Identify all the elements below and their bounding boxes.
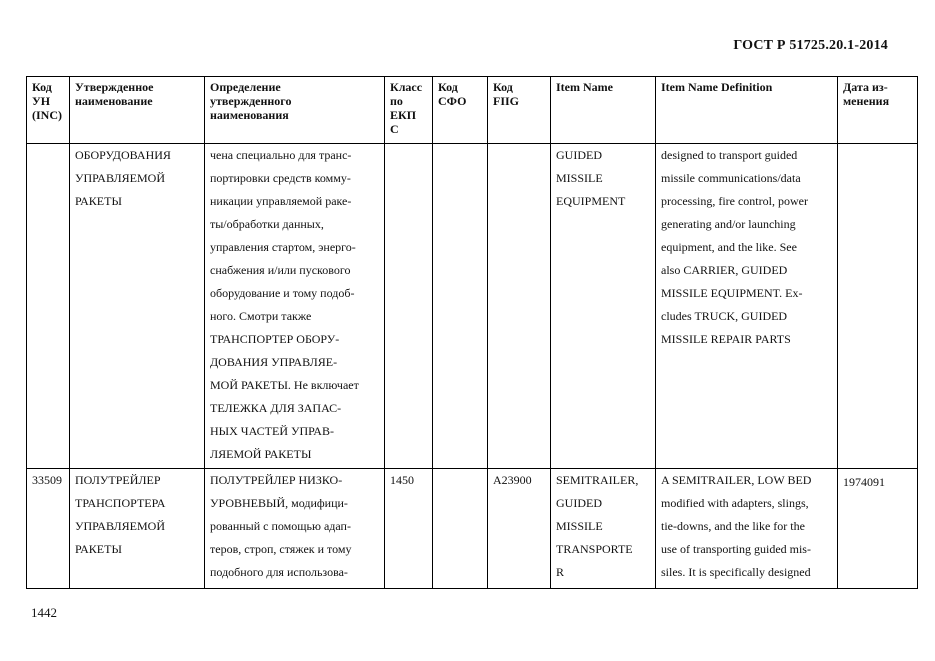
cell-text-line: equipment, and the like. See [661, 240, 797, 254]
cell-text-line: EQUIPMENT [556, 194, 626, 208]
cell-text-line: МОЙ РАКЕТЫ. Не включает [210, 378, 359, 392]
table-row [27, 144, 918, 469]
cell-text-line: ного. Смотри также [210, 309, 312, 323]
cell-text-line: processing, fire control, power [661, 194, 808, 208]
cell-text-line: оборудование и тому подоб- [210, 286, 355, 300]
definition-cell [205, 469, 385, 589]
cell-text-line: MISSILE EQUIPMENT. Ex- [661, 286, 803, 300]
cell-text-line: MISSILE REPAIR PARTS [661, 332, 791, 346]
cell-text-line: теров, строп, стяжек и тому [210, 542, 352, 556]
change-date-cell [838, 144, 918, 469]
cell-text-line: РАКЕТЫ [75, 194, 122, 208]
cell-text-line: управления стартом, энерго- [210, 240, 356, 254]
inc-cell: 33509 [27, 469, 70, 589]
col-header-change-date: Дата из- менения [838, 77, 918, 144]
document-title: ГОСТ Р 51725.20.1-2014 [733, 38, 888, 53]
cell-text-line: ты/обработки данных, [210, 217, 324, 231]
cell-text-line: УПРАВЛЯЕМОЙ [75, 519, 165, 533]
cell-text-line: ЛЯЕМОЙ РАКЕТЫ [210, 447, 312, 461]
cell-text-line: cludes TRUCK, GUIDED [661, 309, 788, 323]
approved-name-cell [70, 469, 205, 589]
class-cell [385, 144, 433, 469]
cell-text-line: A SEMITRAILER, LOW BED [661, 473, 812, 487]
cell-text-line: tie-downs, and the like for the [661, 519, 805, 533]
cell-text-line: MISSILE [556, 171, 603, 185]
col-header-item-name: Item Name [551, 77, 656, 144]
cell-text-line: MISSILE [556, 519, 603, 533]
cell-text-line: ПОЛУТРЕЙЛЕР [75, 473, 161, 487]
item-definition-cell [656, 144, 838, 469]
catalog-table [26, 76, 918, 589]
cell-text-line: use of transporting guided mis- [661, 542, 811, 556]
definition-cell [205, 144, 385, 469]
col-header-fiig: Код FIIG [488, 77, 551, 144]
class-cell: 1450 [385, 469, 433, 589]
cell-text-line: ТРАНСПОРТЕРА [75, 496, 166, 510]
cell-text-line: НЫХ ЧАСТЕЙ УПРАВ- [210, 424, 334, 438]
change-date-cell: 1974091 [838, 469, 918, 589]
cell-text-line: ПОЛУТРЕЙЛЕР НИЗКО- [210, 473, 343, 487]
cell-text-line: GUIDED [556, 148, 602, 162]
cell-text-line: designed to transport guided [661, 148, 798, 162]
item-name-cell [551, 144, 656, 469]
approved-name-cell [70, 144, 205, 469]
cell-text-line: УРОВНЕВЫЙ, модифици- [210, 496, 348, 510]
cell-text-line: чена специально для транс- [210, 148, 352, 162]
cell-text-line: портировки средств комму- [210, 171, 351, 185]
fiig-cell [488, 144, 551, 469]
col-header-definition: Определение утвержденного наименования [205, 77, 385, 144]
cell-text-line: никации управляемой раке- [210, 194, 352, 208]
cell-text-line: ДОВАНИЯ УПРАВЛЯЕ- [210, 355, 338, 369]
cell-text-line: ТРАНСПОРТЕР ОБОРУ- [210, 332, 340, 346]
cell-text-line: подобного для использова- [210, 565, 348, 579]
cell-text-line: R [556, 565, 565, 579]
cell-text-line: missile communications/data [661, 171, 801, 185]
cell-text-line: УПРАВЛЯЕМОЙ [75, 171, 165, 185]
cell-text-line: generating and/or launching [661, 217, 796, 231]
cell-text-line: рованный с помощью адап- [210, 519, 351, 533]
cell-text-line: ТЕЛЕЖКА ДЛЯ ЗАПАС- [210, 401, 342, 415]
cell-text-line: снабжения и/или пускового [210, 263, 351, 277]
sfo-cell [433, 144, 488, 469]
cell-text-line: GUIDED [556, 496, 602, 510]
cell-text-line: РАКЕТЫ [75, 542, 122, 556]
table-header-row [27, 77, 918, 144]
col-header-class: Класс по ЕКП С [385, 77, 433, 144]
col-header-sfo: Код СФО [433, 77, 488, 144]
cell-text-line: modified with adapters, slings, [661, 496, 809, 510]
item-name-cell [551, 469, 656, 589]
cell-text-line: TRANSPORTE [556, 542, 633, 556]
inc-cell [27, 144, 70, 469]
sfo-cell [433, 469, 488, 589]
col-header-inc: Код УН (INC) [27, 77, 70, 144]
col-header-approved-name: Утвержденное наименование [70, 77, 205, 144]
col-header-item-definition: Item Name Definition [656, 77, 838, 144]
item-definition-cell [656, 469, 838, 589]
page-number: 1442 [31, 605, 57, 620]
cell-text-line: siles. It is specifically designed [661, 565, 811, 579]
cell-text-line: SEMITRAILER, [556, 473, 639, 487]
cell-text-line: ОБОРУДОВАНИЯ [75, 148, 171, 162]
fiig-cell: A23900 [488, 469, 551, 589]
table-row [27, 469, 918, 589]
cell-text-line: also CARRIER, GUIDED [661, 263, 788, 277]
